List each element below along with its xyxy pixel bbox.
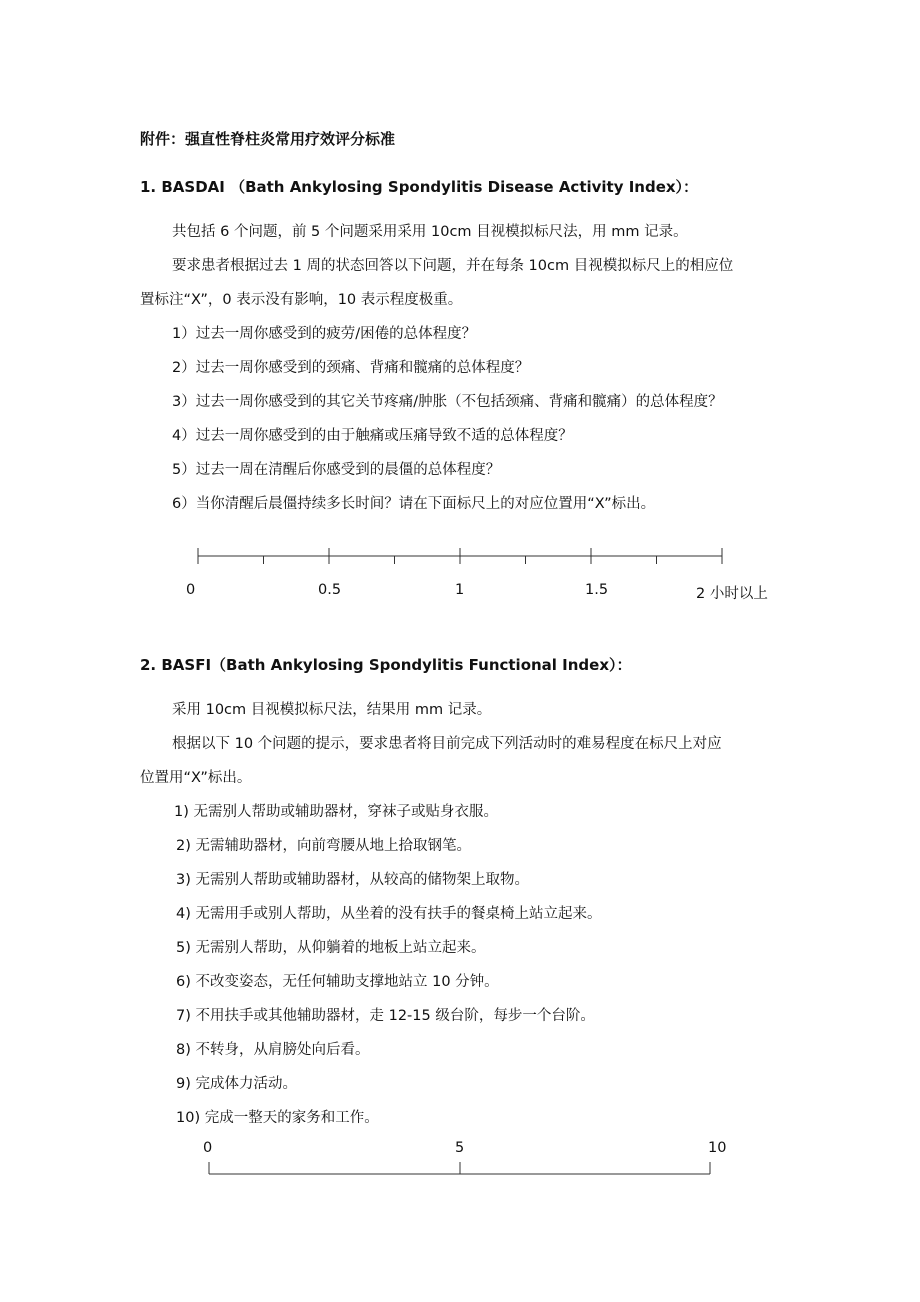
basdai-heading: 1. BASDAI （Bath Ankylosing Spondylitis Disease Activity Index）：	[140, 178, 699, 196]
basdai-label-1: 1	[455, 582, 465, 598]
basdai-label-0: 0	[186, 582, 196, 598]
basfi-label-0: 0	[203, 1140, 213, 1156]
basfi-intro-2a: 根据以下 10 个问题的提示，要求患者将目前完成下列活动时的难易程度在标尺上对应	[172, 736, 722, 752]
basfi-item-2: 2) 无需辅助器材，向前弯腰从地上拾取钢笔。	[176, 838, 471, 854]
basdai-label-1.5: 1.5	[585, 582, 609, 598]
basdai-intro-1: 共包括 6 个问题，前 5 个问题采用采用 10cm 目视模拟标尺法，用 mm 记录。	[172, 224, 688, 240]
basfi-item-3: 3) 无需别人帮助或辅助器材，从较高的储物架上取物。	[176, 872, 529, 888]
basfi-item-5: 5) 无需别人帮助，从仰躺着的地板上站立起来。	[176, 940, 486, 956]
basfi-item-8: 8) 不转身，从肩膀处向后看。	[176, 1042, 370, 1058]
basdai-question-6: 6）当你清醒后晨僵持续多长时间？请在下面标尺上的对应位置用“X”标出。	[172, 496, 656, 512]
basdai-scale[interactable]	[190, 544, 730, 570]
basfi-item-9: 9) 完成体力活动。	[176, 1076, 297, 1092]
basfi-item-10: 10) 完成一整天的家务和工作。	[176, 1110, 379, 1126]
basdai-label-2plus: 2 小时以上	[696, 586, 768, 602]
basdai-question-1: 1）过去一周你感受到的疲劳/困倦的总体程度？	[172, 326, 477, 342]
basdai-intro-2b: 置标注“X”，0 表示没有影响，10 表示程度极重。	[140, 292, 463, 308]
basfi-item-7: 7) 不用扶手或其他辅助器材，走 12-15 级台阶，每步一个台阶。	[176, 1008, 595, 1024]
basdai-question-4: 4）过去一周你感受到的由于触痛或压痛导致不适的总体程度？	[172, 428, 573, 444]
basfi-label-5: 5	[455, 1140, 465, 1156]
basfi-label-10: 10	[708, 1140, 727, 1156]
basdai-question-5: 5）过去一周在清醒后你感受到的晨僵的总体程度？	[172, 462, 501, 478]
basfi-item-1: 1) 无需别人帮助或辅助器材，穿袜子或贴身衣服。	[174, 804, 498, 820]
basfi-scale[interactable]	[202, 1160, 718, 1180]
basdai-intro-2a: 要求患者根据过去 1 周的状态回答以下问题，并在每条 10cm 目视模拟标尺上的相应位	[172, 258, 734, 274]
basdai-label-0.5: 0.5	[318, 582, 342, 598]
page-title: 附件：强直性脊柱炎常用疗效评分标准	[140, 130, 396, 148]
basfi-item-4: 4) 无需用手或别人帮助，从坐着的没有扶手的餐桌椅上站立起来。	[176, 906, 602, 922]
basdai-question-3: 3）过去一周你感受到的其它关节疼痛/肿胀（不包括颈痛、背痛和髋痛）的总体程度？	[172, 394, 723, 410]
basfi-heading: 2. BASFI（Bath Ankylosing Spondylitis Functional Index）：	[140, 656, 632, 674]
basfi-item-6: 6) 不改变姿态，无任何辅助支撑地站立 10 分钟。	[176, 974, 499, 990]
basdai-question-2: 2）过去一周你感受到的颈痛、背痛和髋痛的总体程度？	[172, 360, 530, 376]
basfi-intro-1: 采用 10cm 目视模拟标尺法，结果用 mm 记录。	[172, 702, 492, 718]
basfi-intro-2b: 位置用“X”标出。	[140, 770, 252, 786]
